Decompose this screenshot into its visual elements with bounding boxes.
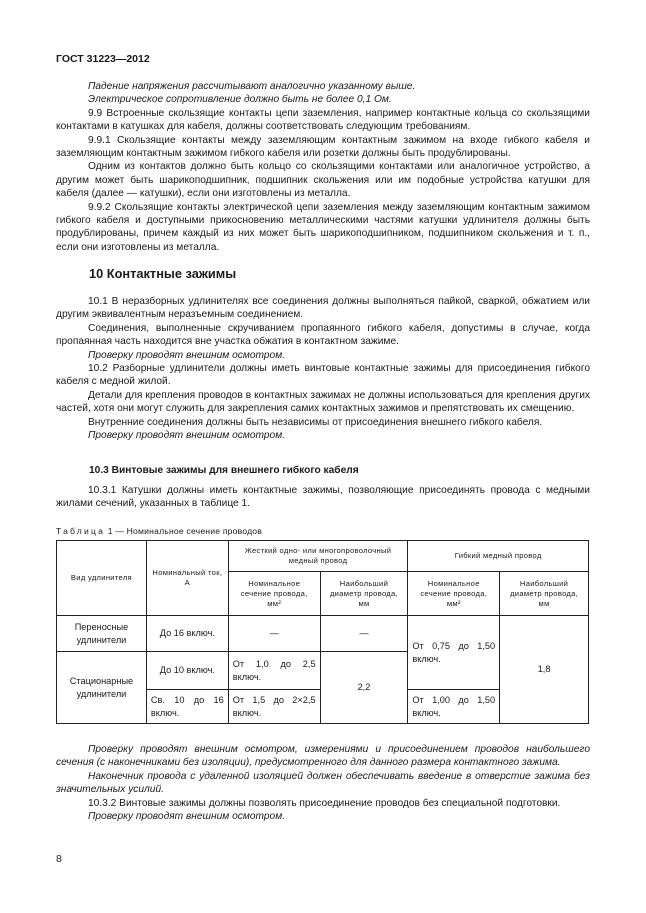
subsection-title: 10.3 Винтовые зажимы для внешнего гибкого кабеля (89, 465, 359, 476)
table-cell: От 0,75 до 1,50 включ. (408, 616, 500, 690)
paragraph: Проверку проводят внешним осмотром. (88, 349, 286, 361)
table-caption-text: 1 — Номинальное сечение проводов (107, 526, 263, 536)
paragraph: Одним из контактов должно быть кольцо со скользящими контактами или аналогичное устройство, а другим может быть шарикоподшипник, подшипник скольжения или им подобные устройства катушки для кабеля (далее — катушки), если они изготовлены из металла. (56, 161, 590, 200)
table-cell: 1,8 (500, 616, 589, 724)
table-cell: — (228, 616, 320, 652)
table-cell: — (320, 616, 408, 652)
header-flex-diameter: Наибольший диаметр провода, мм (500, 572, 589, 616)
paragraph: Проверку проводят внешним осмотром, измерениями и присоединением проводов наибольшего сечения (с наконечниками без изоляции), предусмотренного для данного размера контактного зажима. (56, 744, 590, 769)
paragraph: 10.3.2 Винтовые зажимы должны позволять присоединение проводов без специальной подготовки. (88, 797, 561, 809)
section-table (56, 540, 589, 724)
header-flex-section: Номинальное сечение провода, мм² (408, 572, 500, 616)
table-cell: До 16 включ. (146, 616, 228, 652)
header-rigid-diameter: Наибольший диаметр провода, мм (320, 572, 408, 616)
paragraph: Детали для крепления проводов в контактных зажимах не должны использоваться для крепления других частей, хотя они могут служить для закрепления самих контактных зажимов и препятствовать их смещению. (56, 389, 590, 415)
text-block-9-9 (56, 80, 590, 254)
paragraph: Падение напряжения рассчитывают аналогично указанному выше. (88, 81, 416, 92)
text-block-after-table (56, 743, 590, 823)
section-title: 10 Контактные зажимы (89, 266, 237, 281)
text-block-10 (56, 295, 590, 442)
paragraph: Электрическое сопротивление должно быть не более 0,1 Ом. (88, 94, 392, 106)
text-block-10-3-1 (56, 484, 590, 511)
table-caption (56, 525, 262, 538)
page-number: 8 (56, 853, 62, 865)
paragraph: 9.9.1 Скользящие контакты между заземляющим контактным зажимом на входе гибкого кабеля и заземляющим контактным зажимом гибкого кабеля или розетки должны быть продублированы. (56, 134, 590, 160)
paragraph: Соединения, выполненные скручиванием пропаянного гибкого кабеля, допустимы в случае, когда пропаянная часть находится вне участка обжатия в контактном зажиме. (56, 322, 590, 348)
header-rigid-wire: Жесткий одно- или многопроволочный медный провод (228, 541, 408, 572)
paragraph: 10.1 В неразборных удлинителях все соединения должны выполняться пайкой, сваркой, обжатием или другим эквивалентным неразъемным соединением. (56, 296, 590, 321)
table-cell: Св. 10 до 16 включ. (146, 690, 228, 724)
paragraph: Проверку проводят внешним осмотром. (88, 811, 286, 823)
header-type: Вид удлинителя (57, 541, 147, 616)
document-header: ГОСТ 31223—2012 (56, 53, 150, 65)
paragraph: 10.3.1 Катушки должны иметь контактные зажимы, позволяющие присоединять провода с медными жилами сечений, указанных в таблице 1. (56, 485, 590, 510)
header-flex-wire: Гибкий медный провод (408, 541, 589, 572)
paragraph: Наконечник провода с удаленной изоляцией должен обеспечивать введение в отверстие зажима без значительных усилий. (56, 770, 590, 796)
table-cell: До 10 включ. (146, 652, 228, 690)
table-cell: 2,2 (320, 652, 408, 724)
paragraph: 9.9.2 Скользящие контакты электрической цепи заземления между заземляющим контактным зажимом гибкого кабеля и доступными прикосновению металлическими частями катушки удлинителя должны быть продублированы, причем каждый из них может быть шарикоподшипником, подшипником скольжения и т. п., если они изготовлены из металла. (56, 201, 590, 253)
table-caption-word: Таблица (56, 526, 106, 536)
table-cell: Переносные удлинители (57, 616, 147, 652)
header-rigid-section: Номинальное сечение провода, мм² (228, 572, 320, 616)
table-cell: Стационарные удлинители (57, 652, 147, 724)
table-cell: От 1,00 до 1,50 включ. (408, 690, 500, 724)
header-current: Номинальный ток, А (146, 541, 228, 616)
paragraph: 9.9 Встроенные скользящие контакты цепи заземления, например контактные кольца со скользящими контактами в катушках для кабеля, должны соответствовать следующим требованиям. (56, 107, 590, 133)
table-cell: От 1,0 до 2,5 включ. (228, 652, 320, 690)
paragraph: Проверку проводят внешним осмотром. (88, 430, 286, 442)
table-cell: От 1,5 до 2×2,5 включ. (228, 690, 320, 724)
paragraph: 10.2 Разборные удлинители должны иметь винтовые контактные зажимы для присоединения гибкого кабеля с медной жилой. (56, 363, 590, 388)
paragraph: Внутренние соединения должны быть независимы от присоединения внешнего гибкого кабеля. (88, 416, 543, 428)
